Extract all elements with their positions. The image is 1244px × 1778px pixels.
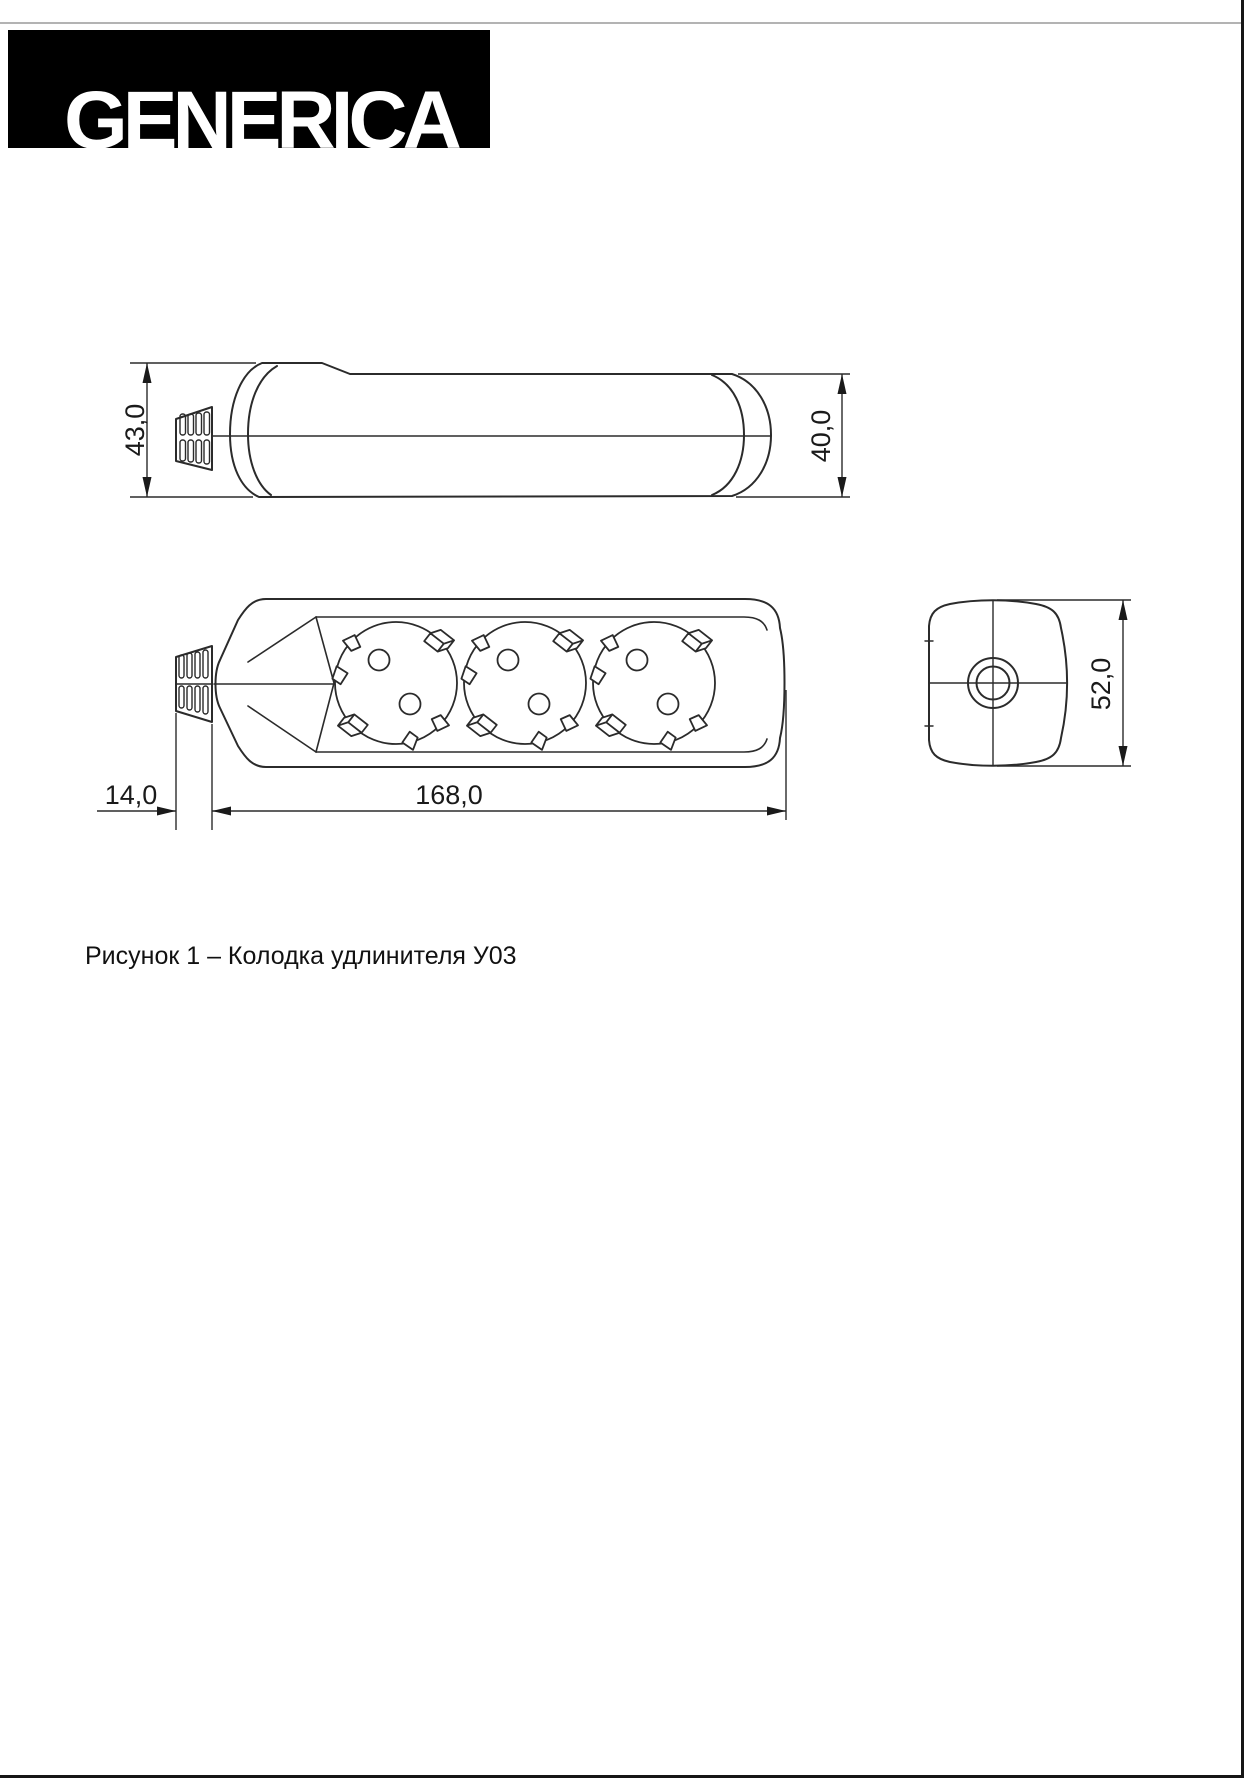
side-body-outline — [230, 363, 771, 497]
figure-caption: Рисунок 1 – Колодка удлинителя У03 — [85, 942, 517, 970]
side-right-inner-arc — [712, 375, 744, 495]
dim-40-label: 40,0 — [806, 409, 836, 463]
top-view — [176, 599, 785, 767]
brand-logo-text: GENERICA — [64, 75, 457, 166]
socket-2 — [461, 622, 586, 750]
dim-14-label: 14,0 — [104, 780, 158, 810]
socket-1 — [332, 622, 457, 750]
side-grip-ribs — [180, 412, 210, 464]
dim-168-label: 168,0 — [415, 780, 483, 810]
side-left-inner-arc — [248, 366, 277, 495]
dim-43-label: 43,0 — [120, 403, 150, 457]
top-left-chamfer-bottom — [248, 706, 316, 752]
socket-3 — [590, 622, 715, 750]
top-left-chamfer-top — [248, 617, 316, 662]
dim-52-label: 52,0 — [1086, 657, 1116, 711]
end-view — [925, 600, 1067, 766]
top-grip-ribs — [179, 650, 208, 714]
side-view — [176, 363, 771, 497]
